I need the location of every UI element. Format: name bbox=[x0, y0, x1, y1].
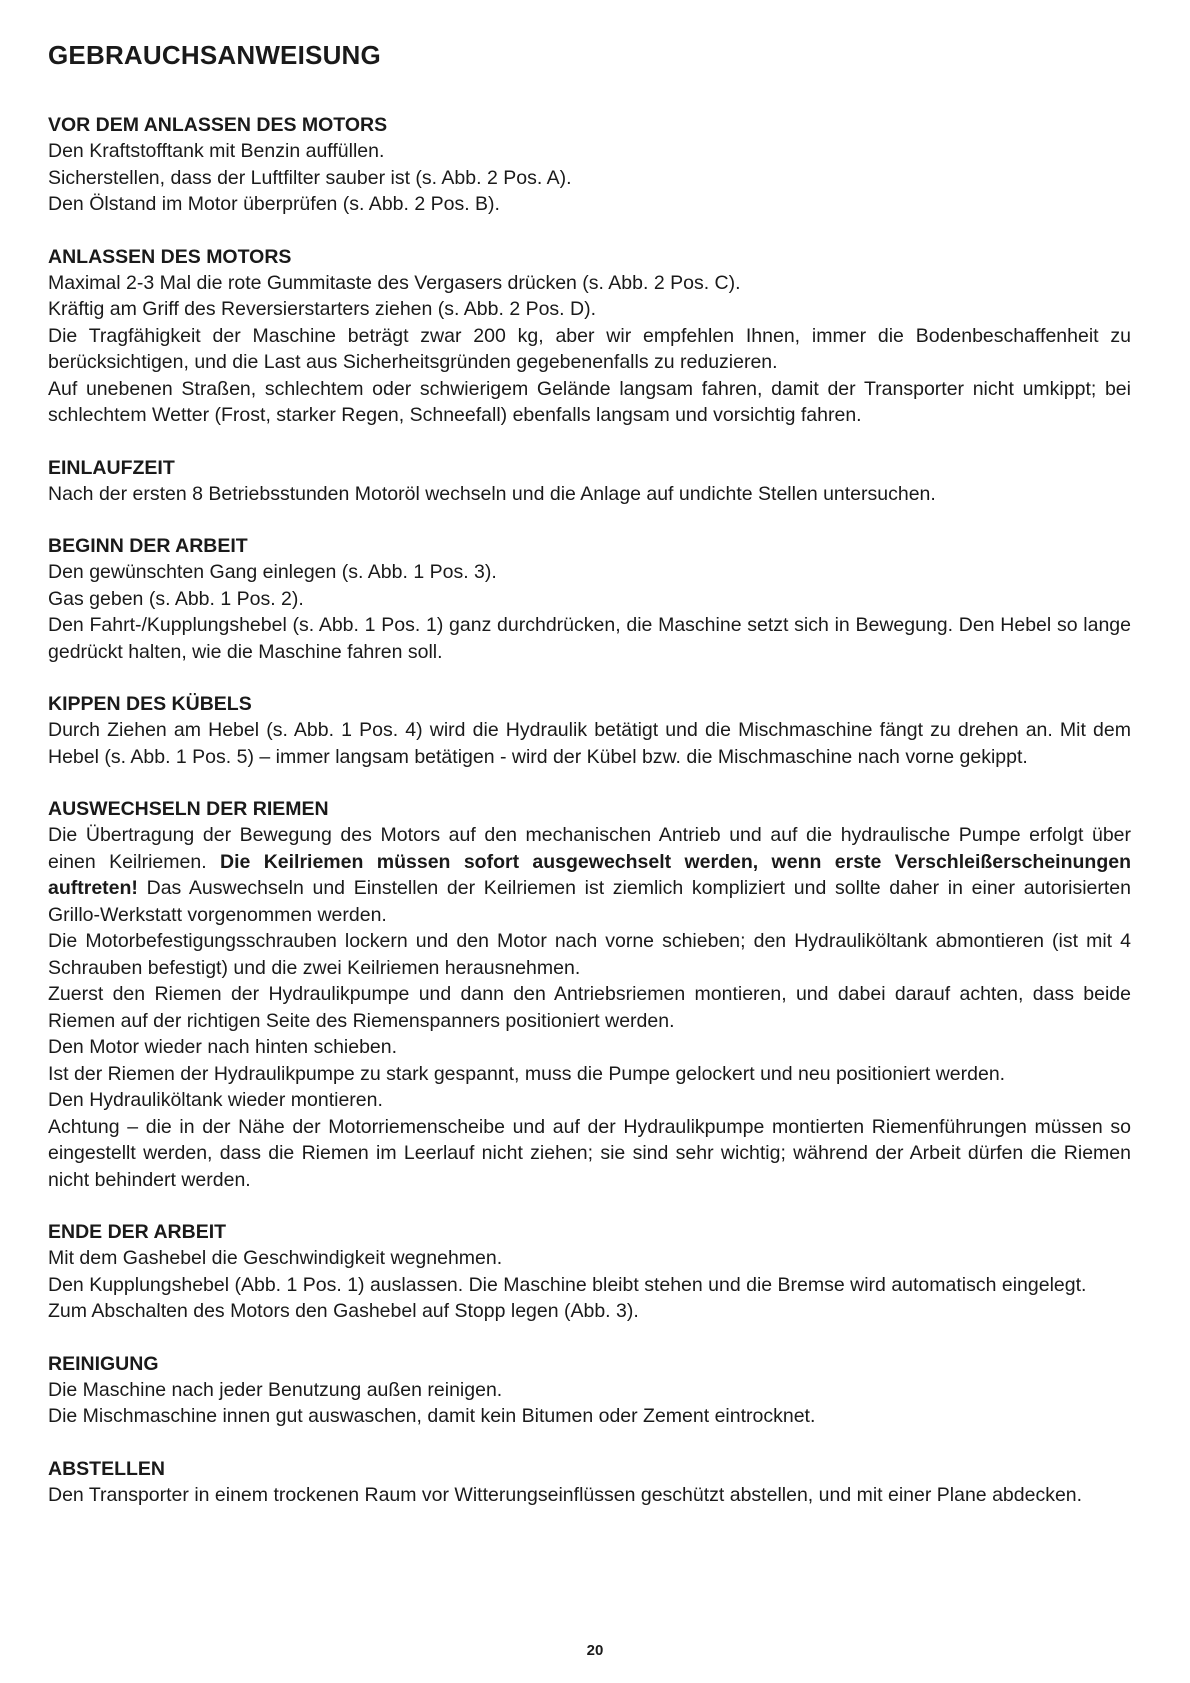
paragraph: Die Mischmaschine innen gut auswaschen, damit kein Bitumen oder Zement eintrocknet. bbox=[48, 1405, 816, 1427]
section-heading: ABSTELLEN bbox=[48, 1457, 165, 1480]
section bbox=[48, 796, 1131, 1193]
paragraph: Achtung – die in der Nähe der Motorriemenscheibe und auf der Hydraulikpumpe montierten Riemenführungen müssen so eingestellt werden, dass die Riemen im Leerlauf nicht ziehen; sie sind sehr wichtig; während der Arbeit dürfen die Riemen nicht behindert werden. bbox=[48, 1115, 1131, 1191]
paragraph: Den Fahrt-/Kupplungshebel (s. Abb. 1 Pos. 1) ganz durchdrücken, die Maschine setzt sich in Bewegung. Den Hebel so lange gedrückt halten, wie die Maschine fahren soll. bbox=[48, 614, 1131, 663]
paragraph: Den Hydrauliköltank wieder montieren. bbox=[48, 1089, 383, 1111]
paragraph: Kräftig am Griff des Reversierstarters ziehen (s. Abb. 2 Pos. D). bbox=[48, 298, 597, 320]
paragraph: Die Tragfähigkeit der Maschine beträgt zwar 200 kg, aber wir empfehlen Ihnen, immer die Bodenbeschaffenheit zu berücksichtigen, und die Last aus Sicherheitsgründen gegebenenfalls zu reduzieren. bbox=[48, 324, 1131, 373]
page-title: GEBRAUCHSANWEISUNG bbox=[48, 40, 381, 70]
section bbox=[48, 112, 1131, 218]
section bbox=[48, 1219, 1131, 1325]
paragraph: Die Maschine nach jeder Benutzung außen reinigen. bbox=[48, 1378, 503, 1401]
section-heading: KIPPEN DES KÜBELS bbox=[48, 693, 252, 715]
section bbox=[48, 455, 1131, 508]
section-heading: AUSWECHSELN DER RIEMEN bbox=[48, 798, 329, 820]
paragraph: Die Motorbefestigungsschrauben lockern und den Motor nach vorne schieben; den Hydrauliköltank abmontieren (ist mit 4 Schrauben befestigt) und die zwei Keilriemen herausnehmen. bbox=[48, 930, 1131, 979]
paragraph: Den Ölstand im Motor überprüfen (s. Abb. 2 Pos. B). bbox=[48, 193, 500, 215]
paragraph bbox=[48, 822, 1131, 928]
paragraph: Zuerst den Riemen der Hydraulikpumpe und dann den Antriebsriemen montieren, und dabei darauf achten, dass beide Riemen auf der richtigen Seite des Riemenspanners positioniert werden. bbox=[48, 983, 1131, 1032]
section-heading: EINLAUFZEIT bbox=[48, 456, 175, 479]
section bbox=[48, 533, 1131, 665]
document-page bbox=[48, 38, 1131, 1534]
paragraph: Gas geben (s. Abb. 1 Pos. 2). bbox=[48, 587, 304, 610]
paragraph: Sicherstellen, dass der Luftfilter sauber ist (s. Abb. 2 Pos. A). bbox=[48, 166, 572, 189]
paragraph: Den Kupplungshebel (Abb. 1 Pos. 1) auslassen. Die Maschine bleibt stehen und die Bremse wird automatisch eingelegt. bbox=[48, 1273, 1087, 1296]
section bbox=[48, 1456, 1131, 1509]
section-heading: REINIGUNG bbox=[48, 1352, 159, 1375]
paragraph: Nach der ersten 8 Betriebsstunden Motoröl wechseln und die Anlage auf undichte Stellen untersuchen. bbox=[48, 482, 936, 505]
paragraph-text: Das Auswechseln und Einstellen der Keilriemen ist ziemlich kompliziert und sollte daher in einer autorisierten Grillo-Werkstatt vorgenommen werden. bbox=[48, 877, 1131, 926]
paragraph: Durch Ziehen am Hebel (s. Abb. 1 Pos. 4) wird die Hydraulik betätigt und die Mischmaschine fängt zu drehen an. Mit dem Hebel (s. Abb. 1 Pos. 5) – immer langsam betätigen - wird der Kübel bzw. die Mischmaschine nach vorne gekippt. bbox=[48, 719, 1131, 768]
paragraph: Auf unebenen Straßen, schlechtem oder schwierigem Gelände langsam fahren, damit der Transporter nicht umkippt; bei schlechtem Wetter (Frost, starker Regen, Schneefall) ebenfalls langsam und vorsichtig fahren. bbox=[48, 377, 1131, 426]
section-heading: BEGINN DER ARBEIT bbox=[48, 535, 248, 557]
sections-container bbox=[48, 112, 1131, 1508]
paragraph: Ist der Riemen der Hydraulikpumpe zu stark gespannt, muss die Pumpe gelockert und neu positioniert werden. bbox=[48, 1062, 1006, 1085]
section bbox=[48, 1351, 1131, 1430]
paragraph: Mit dem Gashebel die Geschwindigkeit wegnehmen. bbox=[48, 1247, 503, 1269]
section-heading: ENDE DER ARBEIT bbox=[48, 1221, 227, 1243]
section-heading: ANLASSEN DES MOTORS bbox=[48, 245, 292, 268]
paragraph: Den Motor wieder nach hinten schieben. bbox=[48, 1036, 398, 1058]
page-number: 20 bbox=[586, 1642, 604, 1659]
section-heading: VOR DEM ANLASSEN DES MOTORS bbox=[48, 114, 388, 136]
paragraph: Zum Abschalten des Motors den Gashebel auf Stopp legen (Abb. 3). bbox=[48, 1300, 639, 1322]
paragraph: Den gewünschten Gang einlegen (s. Abb. 1 Pos. 3). bbox=[48, 561, 497, 583]
paragraph-emphasis: Die Keilriemen müssen sofort ausgewechselt werden, wenn erste Verschleißerscheinungen auftreten! bbox=[48, 850, 1131, 899]
section bbox=[48, 691, 1131, 770]
paragraph: Den Transporter in einem trockenen Raum vor Witterungseinflüssen geschützt abstellen, und mit einer Plane abdecken. bbox=[48, 1483, 1083, 1506]
paragraph-text: Die Übertragung der Bewegung des Motors auf den mechanischen Antrieb und auf die hydraulische Pumpe erfolgt über einen Keilriemen. bbox=[48, 824, 1131, 873]
paragraph: Maximal 2-3 Mal die rote Gummitaste des Vergasers drücken (s. Abb. 2 Pos. C). bbox=[48, 271, 741, 294]
paragraph: Den Kraftstofftank mit Benzin auffüllen. bbox=[48, 140, 385, 162]
section bbox=[48, 244, 1131, 429]
